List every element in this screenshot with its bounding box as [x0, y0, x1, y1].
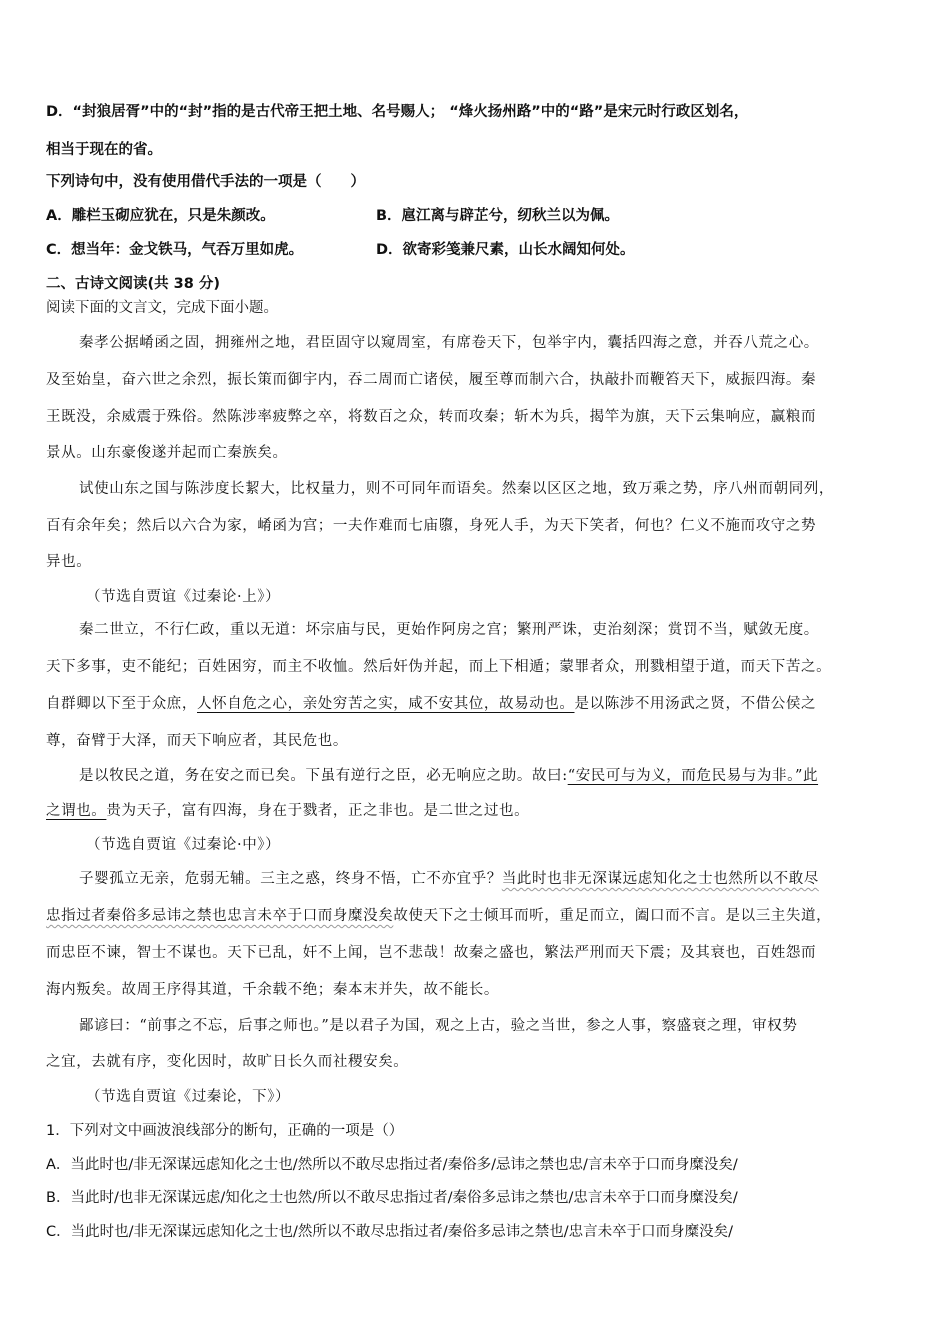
p4-line2-post: 贵为天子，富有四海，身在于戮者，正之非也。是二世之过也。 [106, 803, 530, 819]
passage-p5-line3: 而忠臣不谏，智士不谋也。天下已乱，奸不上闻，岂不悲哉！故秦之盛也，繁法严刑而天下震；及其衰也，百姓怨而 [46, 945, 817, 961]
section-instruction: 阅读下面的文言文，完成下面小题。 [46, 300, 278, 316]
passage-p1-line1: 秦孝公据崤函之固，拥雍州之地，君臣固守以窥周室，有席卷天下，包举宇内，囊括四海之意，并吞八荒之心。 [79, 335, 819, 351]
passage-p6-line2: 之宜，去就有序，变化因时，故旷日长久而社稷安矣。 [46, 1054, 409, 1070]
passage-p3-line1: 秦二世立，不行仁政，重以无道：坏宗庙与民，更始作阿房之宫；繁刑严诛，吏治刻深；赏罚不当，赋敛无度。 [79, 622, 819, 638]
option-row-ab [46, 206, 910, 226]
passage-p5-line1 [46, 869, 910, 889]
q1-option-b[interactable]: B．当此时/也非无深谋远虑/知化之士也然/所以不敢尽忠指过者/秦俗多忌讳之禁也/忠言未卒于口而身糜没矣/ [46, 1190, 738, 1206]
passage-p3-line2: 天下多事，吏不能纪；百姓困穷，而主不收恤。然后奸伪并起，而上下相遁；蒙罪者众，刑戮相望于道，而天下苦之。 [46, 659, 832, 675]
q1-option-c[interactable]: C．当此时也/非无深谋远虑知化之士也/然所以不敢尽忠指过者/秦俗多忌讳之禁也/忠言未卒于口而身糜没矣/ [46, 1224, 734, 1240]
q1-option-a[interactable]: A．当此时也/非无深谋远虑知化之士也/然所以不敢尽忠指过者/秦俗多/忌讳之禁也忠/言未卒于口而身糜没矣/ [46, 1157, 738, 1173]
p5-line1-pre: 子婴孤立无亲，危弱无辅。三主之惑，终身不悟，亡不亦宜乎？ [79, 871, 502, 887]
option-c[interactable]: C．想当年：金戈铁马，气吞万里如虎。 [46, 242, 304, 258]
passage-p3-line3 [46, 694, 910, 714]
p3-line3-pre: 自群卿以下至于众庶， [46, 696, 197, 712]
passage-p2-line3: 异也。 [46, 554, 92, 570]
p3-line3-post: 是以陈涉不用汤武之贤，不借公侯之 [574, 696, 817, 712]
wavy-underlined-text-cont: 忠指过者秦俗多忌讳之禁也忠言未卒于口而身糜没矣 [46, 908, 394, 924]
passage-p2-line2: 百有余年矣；然后以六合为家，崤函为宫；一夫作难而七庙隳，身死人手，为天下笑者，何也？仁义不施而攻守之势 [46, 518, 817, 534]
passage-p1-line3: 王既没，余威震于殊俗。然陈涉率疲弊之卒，将数百之众，转而攻秦；斩木为兵，揭竿为旗，天下云集响应，赢粮而 [46, 409, 817, 425]
question-1-stem: 1．下列对文中画波浪线部分的断句，正确的一项是（） [46, 1123, 404, 1139]
section-title: 二、古诗文阅读(共 38 分) [46, 276, 221, 292]
passage-p5-line2 [46, 906, 910, 926]
option-b[interactable]: B．扈江离与辟芷兮，纫秋兰以为佩。 [376, 208, 620, 224]
source-citation-3: （节选自贾谊《过秦论，下》） [86, 1089, 291, 1105]
passage-p3-line4: 尊，奋臂于大泽，而天下响应者，其民危也。 [46, 733, 348, 749]
option-row-cd [46, 240, 910, 260]
underlined-quote: “安民可与为义，而危民易与为非。”此 [567, 768, 819, 784]
option-a[interactable]: A．雕栏玉砌应犹在，只是朱颜改。 [46, 208, 275, 224]
prev-option-d-line2: 相当于现在的省。 [46, 142, 162, 158]
wavy-underlined-text: 当此时也非无深谋远虑知化之士也然所以不敢尽 [501, 871, 819, 887]
option-d[interactable]: D．欲寄彩笺兼尺素，山长水阔知何处。 [376, 242, 635, 258]
underlined-sentence: 人怀自危之心，亲处穷苦之实，咸不安其位，故易动也。 [197, 696, 575, 712]
passage-p4-line2 [46, 801, 910, 821]
passage-p2-line1: 试使山东之国与陈涉度长絜大，比权量力，则不可同年而语矣。然秦以区区之地，致万乘之势，序八州而朝同列， [79, 481, 834, 497]
question-stem: 下列诗句中，没有使用借代手法的一项是（ ） [46, 174, 365, 190]
p4-line1-pre: 是以牧民之道，务在安之而已矣。下虽有逆行之臣，必无响应之助。故曰: [79, 768, 568, 784]
prev-option-d-line1: D．“封狼居胥”中的“封”指的是古代帝王把土地、名号赐人； “烽火扬州路”中的“路”是宋元时行政区划名， [46, 104, 749, 120]
p5-line2-post: 故使天下之士倾耳而听，重足而立，阖口而不言。是以三主失道， [393, 908, 832, 924]
source-citation-2: （节选自贾谊《过秦论·中》） [86, 837, 281, 853]
passage-p1-line4: 景从。山东豪俊遂并起而亡秦族矣。 [46, 445, 288, 461]
underlined-quote-end: 之谓也。 [46, 803, 107, 819]
passage-p5-line4: 海内叛矣。故周王序得其道，千余载不绝；秦本末并失，故不能长。 [46, 982, 499, 998]
source-citation-1: （节选自贾谊《过秦论·上》） [86, 589, 281, 605]
passage-p6-line1: 鄙谚曰：“前事之不忘，后事之师也。”是以君子为国，观之上古，验之当世，参之人事，察盛衰之理，审权势 [79, 1018, 798, 1034]
passage-p4-line1 [46, 766, 910, 786]
passage-p1-line2: 及至始皇，奋六世之余烈，振长策而御宇内，吞二周而亡诸侯，履至尊而制六合，执敲扑而鞭笞天下，威振四海。秦 [46, 372, 817, 388]
